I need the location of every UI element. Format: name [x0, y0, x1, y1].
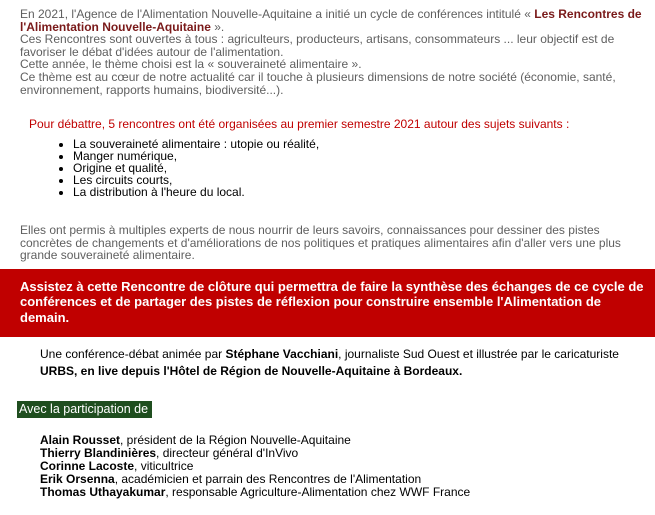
participant-name: Thierry Blandinières [40, 446, 157, 460]
participant-item [40, 486, 470, 499]
participant-name: Thomas Uthayakumar [40, 485, 166, 499]
banner-text: Assistez à cette Rencontre de clôture qui permettra de faire la synthèse des échanges de ce cycle de conférences et de partager des pistes de réflexion pour construire ensemble l'Alimentation de demain. [20, 279, 644, 325]
debate-paragraph [40, 346, 640, 379]
participants-list [40, 434, 470, 499]
participant-role: , directeur général d'InVivo [156, 446, 299, 460]
artist-name: URBS [40, 363, 75, 378]
participant-name: Corinne Lacoste [40, 459, 135, 473]
intro-line-1 [20, 8, 645, 33]
topic-item: • La souveraineté alimentaire : utopie ou réalité, [73, 138, 319, 150]
topics-lead: Pour débattre, 5 rencontres ont été organisées au premier semestre 2021 autour des sujets suivants : [29, 117, 570, 131]
participation-badge: Avec la participation de [17, 401, 152, 418]
participant-role: , responsable Agriculture-Alimentation chez WWF France [165, 485, 471, 499]
experts-paragraph: Elles ont permis à multiples experts de nous nourrir de leurs savoirs, connaissances pour dessiner des pistes concrètes de changements et d'améliorations de nos politiques et pratiques alimentaires afin d'aller vers une plus grande souveraineté alimentaire. [20, 223, 621, 263]
participant-role: , viticultrice [134, 459, 194, 473]
intro-line-4: Ce thème est au cœur de notre actualité car il touche à plusieurs dimensions de notre société (économie, santé, environnement, rapports humains, biodiversité...). [20, 69, 616, 97]
intro-section [20, 8, 645, 96]
topic-item: • La distribution à l'heure du local. [73, 186, 319, 198]
participant-name: Erik Orsenna [40, 472, 115, 486]
participant-role: , académicien et parrain des Rencontres de l'Alimentation [114, 472, 422, 486]
topic-item: • Les circuits courts, [73, 174, 319, 186]
participant-role: , président de la Région Nouvelle-Aquitaine [120, 433, 351, 447]
topic-item: • Manger numérique, [73, 150, 319, 162]
intro-line-1-prefix: En 2021, l'Agence de l'Alimentation Nouvelle-Aquitaine a initié un cycle de conférences intitulé « [20, 7, 535, 21]
intro-line-1-suffix: ». [210, 19, 225, 34]
debate-part-3: , en live depuis l'Hôtel de Région de Nouvelle-Aquitaine à Bordeaux. [74, 363, 463, 378]
debate-part-1: Une conférence-débat animée par [40, 347, 226, 361]
intro-line-3: Cette année, le thème choisi est la « souveraineté alimentaire ». [20, 57, 362, 72]
topics-list [56, 138, 319, 198]
participant-name: Alain Rousset [40, 433, 121, 447]
topic-item: • Origine et qualité, [73, 162, 319, 174]
event-name: Les Rencontres de l'Alimentation Nouvelle-Aquitaine [20, 7, 642, 34]
closing-banner [0, 269, 655, 337]
host-name: Stéphane Vacchiani [225, 347, 339, 361]
debate-part-2: , journaliste Sud Ouest et illustrée par le caricaturiste [338, 347, 619, 361]
intro-line-2: Ces Rencontres sont ouvertes à tous : agriculteurs, producteurs, artisans, consommateurs ... leur objectif est de favoriser le débat d'idées autour de l'alimentation. [20, 32, 615, 59]
